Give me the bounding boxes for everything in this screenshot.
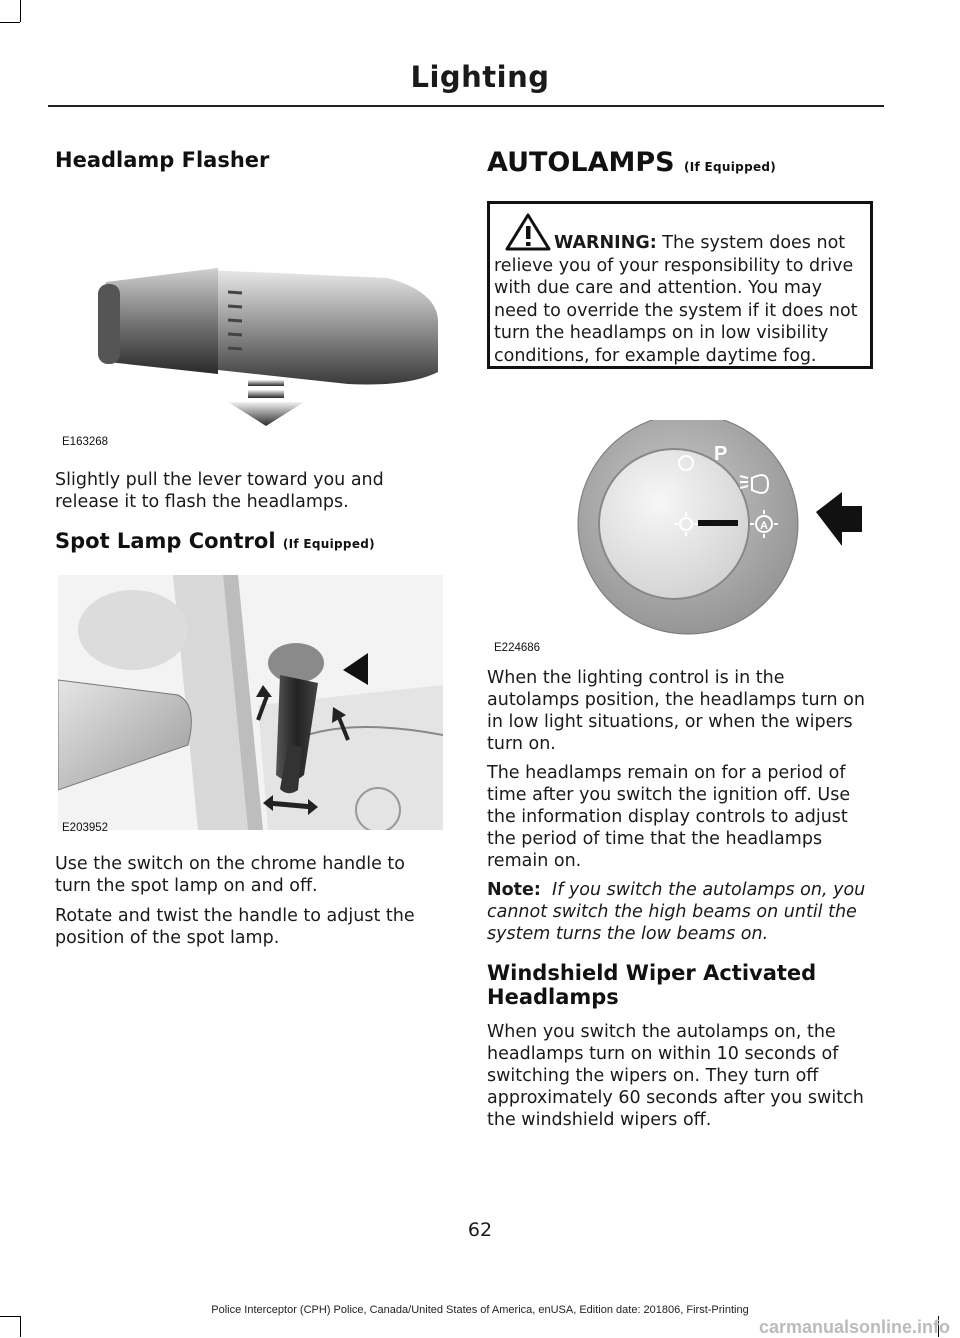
crop-mark [0, 22, 20, 23]
autolamps-paragraph-1: When the lighting control is in the autolamps position, the headlamps turn on in low light situations, or when the wipers turn on. [487, 668, 865, 754]
crop-mark [20, 1316, 21, 1337]
header-rule [48, 105, 884, 107]
spot-paragraph-1: Use the switch on the chrome handle to turn the spot lamp on and off. [55, 854, 405, 896]
page-number: 62 [467, 1219, 493, 1241]
svg-text:P: P [714, 443, 728, 465]
wiper-paragraph: When you switch the autolamps on, the headlamps turn on within 10 seconds of switching the wipers on. They turn off approximately 60 seconds after you switch the windshield wipers off. [487, 1022, 864, 1130]
warning-text-block [494, 232, 866, 367]
note-text: If you switch the autolamps on, you cannot switch the high beams on until the system turns the low beams on. [487, 880, 866, 944]
flasher-paragraph: Slightly pull the lever toward you and release it to flash the headlamps. [55, 470, 384, 512]
autolamps-paragraph-2: The headlamps remain on for a period of time after you switch the ignition off. Use the information display controls to adjust the period of time that the headlamps remain on. [487, 763, 851, 871]
warning-body: The system does not relieve you of your responsibility to drive with due care and attention. You may need to override the system if it does not turn the headlamps on in low visibility conditions, for example daytime fog. [494, 233, 858, 366]
autolamps-note [487, 879, 879, 945]
spot-lamp-heading [55, 529, 375, 556]
autolamps-heading [487, 147, 776, 183]
spot-lamp-heading-suffix: (If Equipped) [282, 537, 375, 551]
warning-box [487, 201, 873, 369]
headlamp-flasher-illustration [88, 262, 438, 432]
flasher-figure-code: E163268 [62, 436, 109, 448]
autolamps-heading-text: AUTOLAMPS [487, 147, 675, 178]
crop-mark [20, 0, 21, 22]
spot-lamp-heading-text: Spot Lamp Control [55, 529, 276, 553]
crop-mark [0, 1316, 20, 1317]
headlamp-flasher-heading: Headlamp Flasher [55, 148, 270, 172]
lighting-dial-illustration [570, 420, 870, 640]
spot-paragraph-2: Rotate and twist the handle to adjust the position of the spot lamp. [55, 906, 415, 948]
footer-text: Police Interceptor (CPH) Police, Canada/United States of America, enUSA, Edition date: 201806, First-Printing [211, 1304, 749, 1316]
svg-text:A: A [760, 520, 768, 532]
spot-figure-code: E203952 [62, 822, 109, 834]
dial-figure-code: E224686 [494, 642, 541, 654]
wiper-headlamps-heading: Windshield Wiper Activated Headlamps [487, 961, 817, 1009]
watermark: carmanualsonline.info [758, 1317, 950, 1337]
warning-label: WARNING: [554, 233, 657, 253]
page-title: Lighting [410, 60, 550, 94]
spot-lamp-illustration [58, 575, 443, 830]
autolamps-heading-suffix: (If Equipped) [683, 160, 777, 174]
note-label: Note: [487, 880, 541, 900]
